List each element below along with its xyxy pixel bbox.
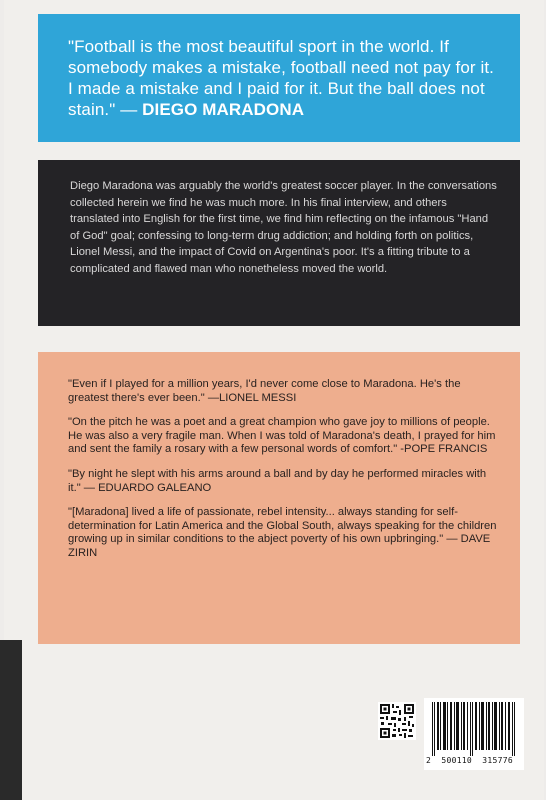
- praise-quote-zirin: "[Maradona] lived a life of passionate, rebel intensity... always standing for self-determination for Latin America and the Global South, always speaking for the children growing up in similar conditions to the abject poverty of his own upbringing." — DAVE ZIRIN: [68, 506, 497, 559]
- praise-quote-pope-francis: "On the pitch he was a poet and a great champion who gave joy to millions of people. He was also a very fragile man. When I was told of Maradona's death, I prayed for him and sent the family a rosary with a few personal words of comfort." -POPE FRANCIS: [68, 416, 496, 456]
- barcode-number: 2 500110 315776: [426, 756, 513, 765]
- praise-quote-galeano: "By night he slept with his arms around a ball and by day he performed miracles with it." — EDUARDO GALEANO: [68, 467, 487, 494]
- back-cover: [4, 0, 544, 800]
- featured-quote-box: [38, 14, 520, 142]
- featured-quote-author: DIEGO MARADONA: [142, 100, 305, 119]
- praise-quote-messi: "Even if I played for a million years, I'd never come close to Maradona. He's the greatest there's ever been." —LIONEL MESSI: [68, 378, 461, 404]
- dark-edge-strip: [0, 640, 22, 800]
- book-description-box: [38, 160, 520, 326]
- book-description-text: Diego Maradona was arguably the world's greatest soccer player. In the conversations collected herein we find he was much more. In his final interview, and others translated into English for the first time, we find him reflecting on the infamous "Hand of God" goal; confessing to long-term drug addiction; and holding forth on politics, Lionel Messi, and the impact of Covid on Argentina's poor. It's a fitting tribute to a complicated and flawed man who nonetheless moved the world.: [70, 180, 497, 275]
- barcode: [424, 698, 524, 770]
- praise-box: [38, 352, 520, 644]
- barcode-bars-icon: [428, 702, 520, 756]
- featured-quote-text: "Football is the most beautiful sport in the world. If somebody makes a mistake, football need not pay for it. I made a mistake and I paid for it. But the ball does not stain." —: [68, 37, 495, 119]
- qr-code-icon: [378, 702, 416, 740]
